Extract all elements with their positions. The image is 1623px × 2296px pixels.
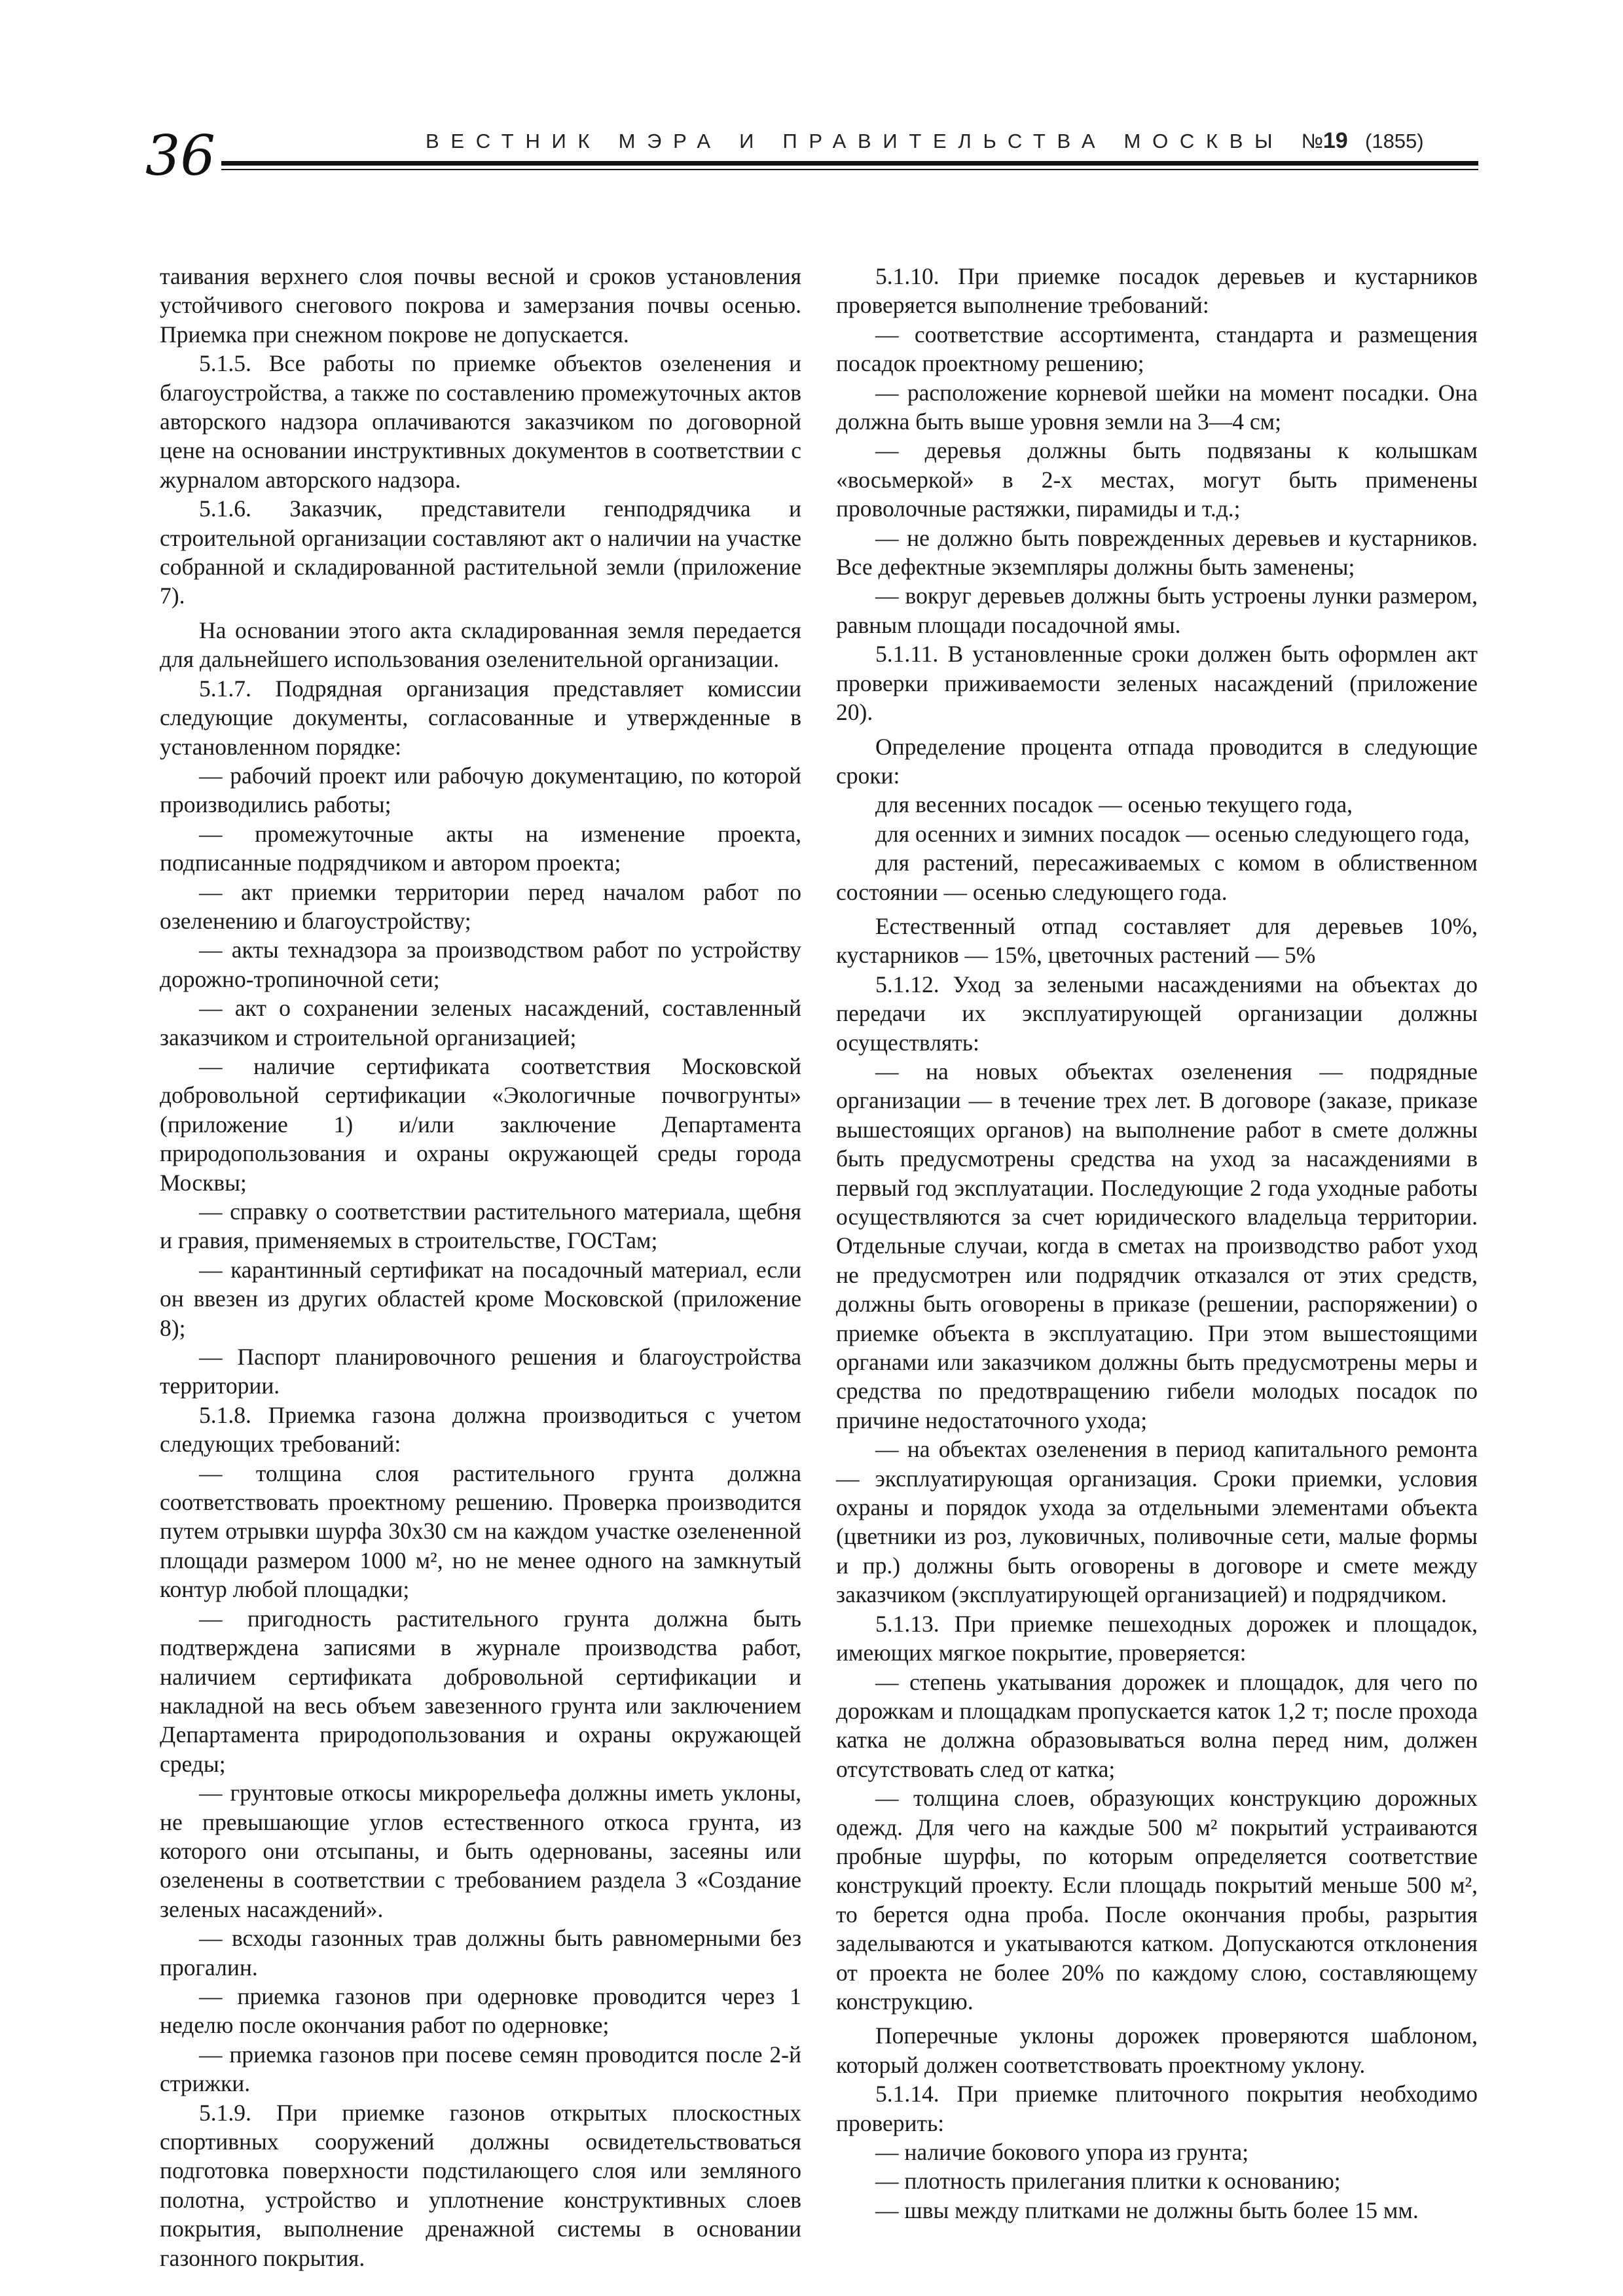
list-item: — пригодность растительного грунта должна быть подтверждена записями в журнале производства работ, наличием сертификата добровольной сертификации и накладной на весь объем завезенного грунта или заключением Департамента природопользования и охраны окружающей среды;: [160, 1605, 801, 1777]
paragraph: 5.1.14. При приемке плиточного покрытия необходимо проверить:: [836, 2081, 1478, 2136]
list-item: — справку о соответствии растительного материала, щебня и гравия, применяемых в строительстве, ГОСТам;: [160, 1198, 801, 1254]
paragraph: 5.1.12. Уход за зелеными насаждениями на объектах до передачи их эксплуатирующей организации должны осуществлять:: [836, 971, 1478, 1056]
left-column: [160, 262, 801, 2272]
header-rule-thin: [221, 169, 1478, 170]
journal-name: ВЕСТНИК МЭРА И ПРАВИТЕЛЬСТВА МОСКВЫ: [426, 130, 1285, 152]
issue-total: (1855): [1365, 130, 1424, 152]
list-item: — толщина слоя растительного грунта должна соответствовать проектному решению. Проверка производится путем отрывки шурфа 30х30 см на каждом участке озелененной площади размером 1000 м², но не менее одного на замкнутый контур любой площадки;: [160, 1460, 801, 1603]
list-item: — наличие бокового упора из грунта;: [875, 2139, 1249, 2165]
list-item: — акты технадзора за производством работ по устройству дорожно-тропиночной сети;: [160, 937, 801, 992]
page-number: 36: [145, 124, 215, 188]
list-item: — на объектах озеленения в период капитального ремонта — эксплуатирующая организация. Сроки приемки, условия охраны и порядок ухода за отдельными элементами объекта (цветники из роз, луковичных, поливочные сети, малые формы и пр.) должны быть оговорены в договоре и смете между заказчиком (эксплуатирующей организацией) и подрядчиком.: [836, 1436, 1478, 1608]
list-item: — на новых объектах озеленения — подрядные организации — в течение трех лет. В договоре (заказе, приказе вышестоящих органов) на выполнение работ в смете должны быть предусмотрены средства на уход за насаждениями в первый год эксплуатации. Последующие 2 года уходные работы осуществляются за счет юридического владельца территории. Отдельные случаи, когда в сметах на производство работ уход не предусмотрен или подрядчик отказался от этих средств, должны быть оговорены в приказе (решении, распоряжении) о приемке объекта в эксплуатацию. При этом вышестоящими органами или заказчиком должны быть предусмотрены меры и средства по предотвращению гибели молодых посадок по причине недостаточного ухода;: [836, 1058, 1478, 1433]
issue-number: 19: [1322, 128, 1348, 153]
journal-title: [426, 128, 1486, 154]
paragraph: Естественный отпад составляет для деревьев 10%, кустарников — 15%, цветочных растений — 5%: [836, 912, 1478, 969]
paragraph: 5.1.7. Подрядная организация представляет комиссии следующие документы, согласованные и утвержденные в установленном порядке:: [160, 675, 801, 760]
paragraph: 5.1.13. При приемке пешеходных дорожек и площадок, имеющих мягкое покрытие, проверяется:: [836, 1610, 1478, 1666]
list-item: — акт приемки территории перед началом работ по озеленению и благоустройству;: [160, 878, 801, 934]
list-item: — Паспорт планировочного решения и благоустройства территории.: [160, 1344, 801, 1399]
header-rule: [221, 161, 1478, 166]
list-item: — приемка газонов при одерновке проводится через 1 неделю после окончания работ по одерновке;: [160, 1982, 801, 2039]
list-item: — вокруг деревьев должны быть устроены лунки размером, равным площади посадочной ямы.: [836, 583, 1478, 638]
paragraph: 5.1.6. Заказчик, представители генподрядчика и строительной организации составляют акт о наличии на участке собранной и складированной растительной земли (приложение 7).: [160, 495, 801, 609]
list-item: — степень укатывания дорожек и площадок, для чего по дорожкам и площадкам пропускается каток 1,2 т; после прохода катка не должна образовываться волна перед ним, должен отсутствовать след от катка;: [836, 1668, 1478, 1782]
list-item: — наличие сертификата соответствия Московской добровольной сертификации «Экологичные почвогрунты» (приложение 1) и/или заключение Департамента природопользования и охраны окружающей среды города Москвы;: [160, 1052, 801, 1196]
list-item: — рабочий проект или рабочую документацию, по которой производились работы;: [160, 762, 801, 818]
paragraph: Поперечные уклоны дорожек проверяются шаблоном, который должен соответствовать проектному уклону.: [836, 2022, 1478, 2078]
list-item: для весенних посадок — осенью текущего года,: [875, 791, 1353, 818]
paragraph: 5.1.9. При приемке газонов открытых плоскостных спортивных сооружений должны освидетельствоваться подготовка поверхности подстилающего слоя или земляного полотна, устройство и уплотнение конструктивных слоев покрытия, выполнение дренажной системы в основании газонного покрытия.: [160, 2099, 801, 2271]
right-column: [836, 262, 1478, 2225]
list-item: — карантинный сертификат на посадочный материал, если он ввезен из других областей кроме Московской (приложение 8);: [160, 1256, 801, 1341]
list-item: для осенних и зимних посадок — осенью следующего года,: [875, 820, 1470, 847]
list-item: — швы между плитками не должны быть более 15 мм.: [875, 2197, 1419, 2223]
list-item: — акт о сохранении зеленых насаждений, составленный заказчиком и строительной организацией;: [160, 995, 801, 1050]
list-item: — соответствие ассортимента, стандарта и размещения посадок проектному решению;: [836, 321, 1478, 377]
paragraph: Определение процента отпада проводится в следующие сроки:: [836, 733, 1478, 789]
list-item: — плотность прилегания плитки к основанию;: [875, 2168, 1341, 2195]
paragraph: 5.1.11. В установленные сроки должен быть оформлен акт проверки приживаемости зеленых насаждений (приложение 20).: [836, 641, 1478, 726]
list-item: — расположение корневой шейки на момент посадки. Она должна быть выше уровня земли на 3—4 см;: [836, 379, 1478, 435]
paragraph: На основании этого акта складированная земля передается для дальнейшего использования озеленительной организации.: [160, 617, 801, 673]
list-item: — приемка газонов при посеве семян проводится после 2-й стрижки.: [160, 2041, 801, 2097]
paragraph: 5.1.5. Все работы по приемке объектов озеленения и благоустройства, а также по составлению промежуточных актов авторского надзора оплачиваются заказчиком по договорной цене на основании инструктивных документов в соответствии с журналом авторского надзора.: [160, 350, 801, 493]
list-item: — деревья должны быть подвязаны к колышкам «восьмеркой» в 2-х местах, могут быть применены проволочные растяжки, пирамиды и т.д.;: [836, 437, 1478, 522]
list-item: — всходы газонных трав должны быть равномерными без прогалин.: [160, 1925, 801, 1981]
list-item: — грунтовые откосы микрорельефа должны иметь уклоны, не превышающие углов естественного откоса грунта, из которого они отсыпаны, и быть одернованы, засеяны или озеленены в соответствии с требованием раздела 3 «Создание зеленых насаждений».: [160, 1780, 801, 1922]
list-item: — толщина слоев, образующих конструкцию дорожных одежд. Для чего на каждые 500 м² покрытий устраиваются пробные шурфы, по которым определяется соответствие конструкций проекту. Если площадь покрытий меньше 500 м², то берется одна проба. После окончания пробы, разрытия заделываются и укатываются катком. Допускаются отклонения от проекта не более 20% по каждому слою, составляющему конструкцию.: [836, 1785, 1478, 2015]
list-item: — промежуточные акты на изменение проекта, подписанные подрядчиком и автором проекта;: [160, 820, 801, 876]
paragraph: 5.1.8. Приемка газона должна производиться с учетом следующих требований:: [160, 1401, 801, 1458]
issue-label: №: [1301, 130, 1323, 152]
paragraph: 5.1.10. При приемке посадок деревьев и кустарников проверяется выполнение требований:: [836, 263, 1478, 319]
list-item: — не должно быть поврежденных деревьев и кустарников. Все дефектные экземпляры должны быть заменены;: [836, 524, 1478, 581]
list-item: для растений, пересаживаемых с комом в облиственном состоянии — осенью следующего года.: [836, 850, 1478, 905]
paragraph: таивания верхнего слоя почвы весной и сроков установления устойчивого снегового покрова и замерзания почвы осенью. Приемка при снежном покрове не допускается.: [160, 263, 801, 348]
